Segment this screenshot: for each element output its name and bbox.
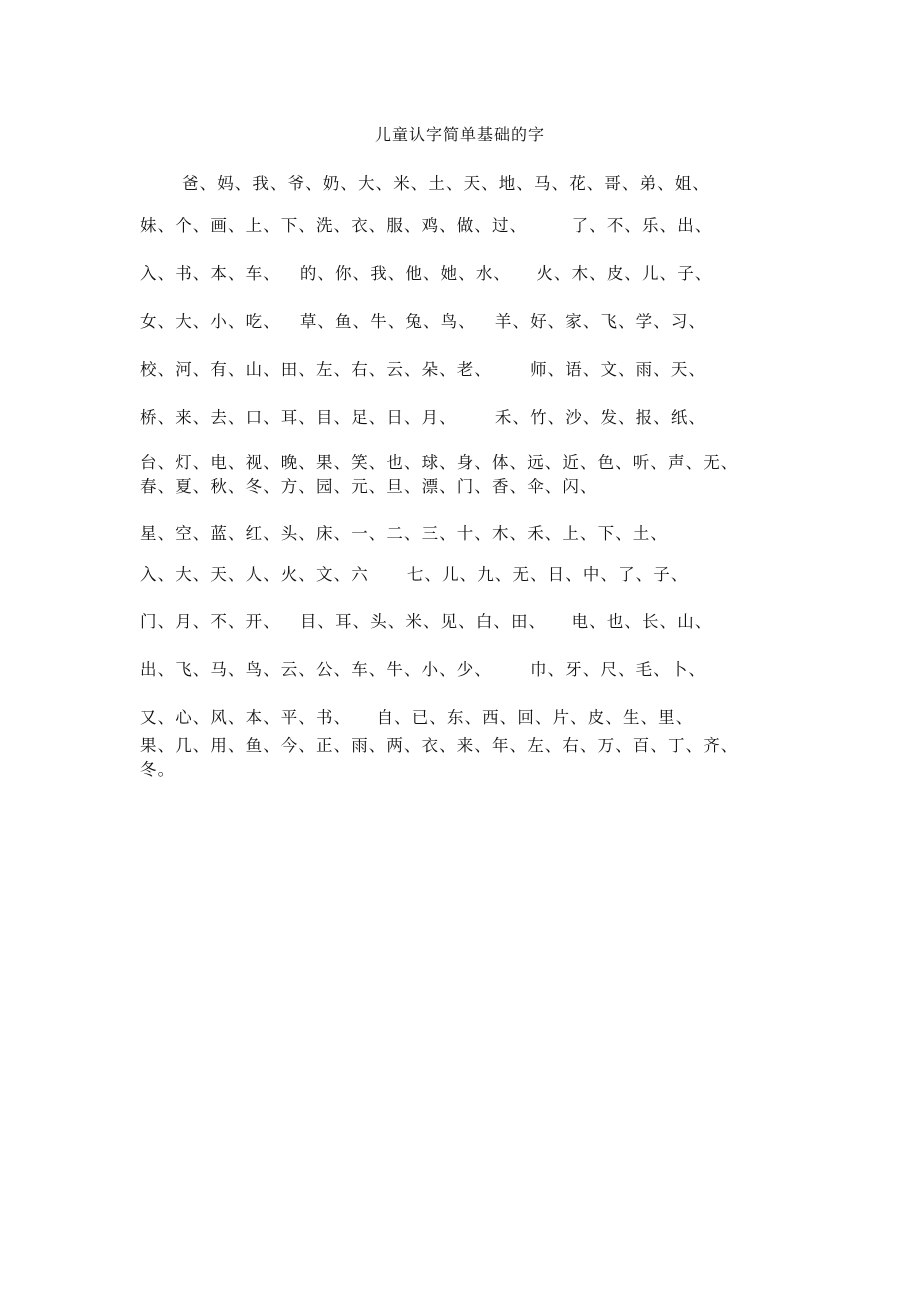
- page-title: 儿童认字简单基础的字: [374, 125, 545, 144]
- text-line-6: 桥、来、去、口、耳、目、足、日、月、 禾、竹、沙、发、报、纸、: [140, 408, 707, 427]
- text-line-10: 入、大、天、人、火、文、六 七、儿、九、无、日、中、了、子、: [140, 565, 689, 584]
- text-line-9: 星、空、蓝、红、头、床、一、二、三、十、木、禾、上、下、土、: [140, 524, 668, 543]
- text-line-15: 冬。: [140, 760, 176, 779]
- text-line-14: 果、几、用、鱼、今、正、雨、两、衣、来、年、左、右、万、百、丁、齐、: [140, 736, 739, 755]
- text-line-13: 又、心、风、本、平、书、 自、已、东、西、回、片、皮、生、里、: [140, 708, 694, 727]
- text-line-12: 出、飞、马、鸟、云、公、车、牛、小、少、 巾、牙、尺、毛、卜、: [140, 660, 707, 679]
- text-line-1: 爸、妈、我、爷、奶、大、米、土、天、地、马、花、哥、弟、姐、: [182, 174, 710, 193]
- text-line-11: 门、月、不、开、 目、耳、头、米、见、白、田、 电、也、长、山、: [140, 612, 713, 631]
- text-line-3: 入、书、本、车、 的、你、我、他、她、水、 火、木、皮、儿、子、: [140, 264, 713, 283]
- text-line-7: 台、灯、电、视、晚、果、笑、也、球、身、体、远、近、色、听、声、无、: [140, 453, 739, 472]
- text-line-8: 春、夏、秋、冬、方、园、元、旦、漂、门、香、伞、闪、: [140, 477, 598, 496]
- text-line-2: 妹、个、画、上、下、洗、衣、服、鸡、做、过、 了、不、乐、出、: [140, 216, 713, 235]
- text-line-5: 校、河、有、山、田、左、右、云、朵、老、 师、语、文、雨、天、: [140, 360, 707, 379]
- text-line-4: 女、大、小、吃、 草、鱼、牛、兔、鸟、 羊、好、家、飞、学、习、: [140, 312, 707, 331]
